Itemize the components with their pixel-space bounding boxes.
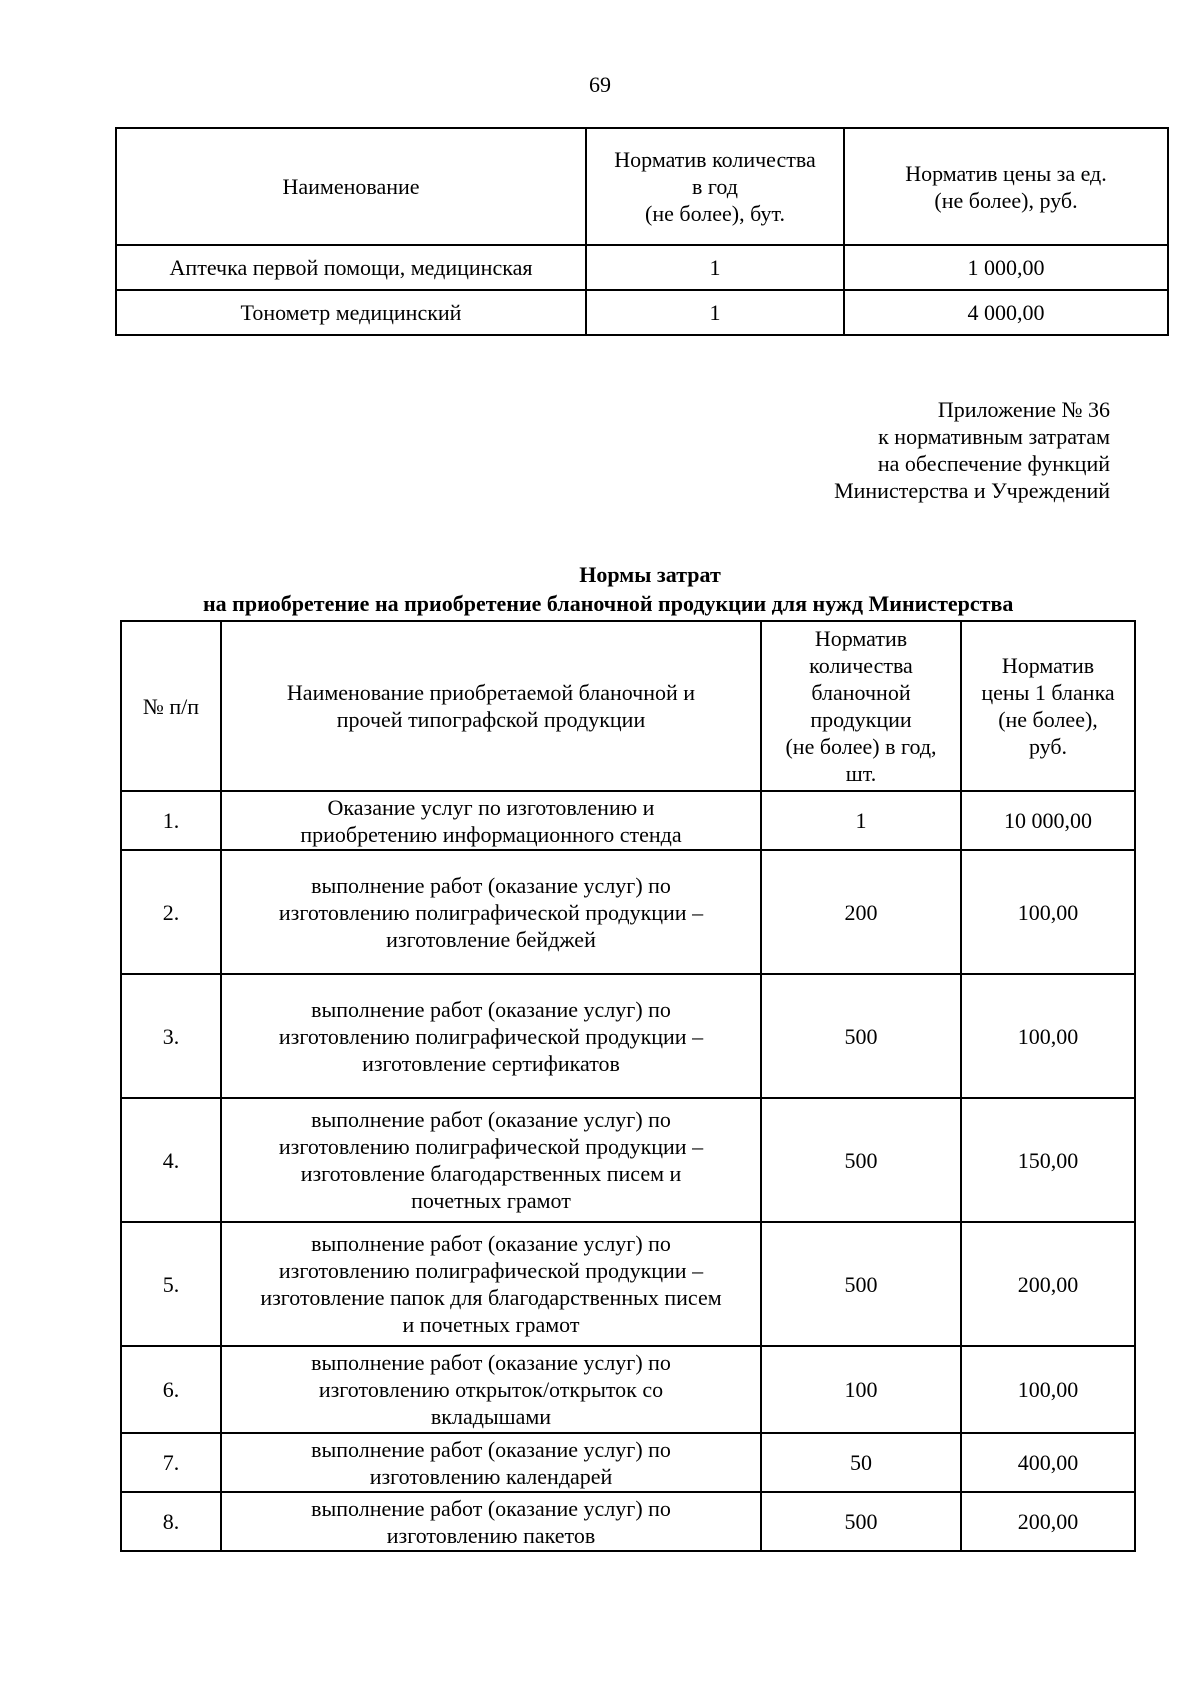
row-quantity: 50 — [761, 1433, 961, 1492]
forms-cost-table — [120, 620, 1136, 1552]
item-price: 4 000,00 — [844, 290, 1168, 335]
table-row — [121, 850, 1135, 974]
table-row — [121, 1346, 1135, 1433]
row-price: 150,00 — [961, 1098, 1135, 1222]
row-price: 400,00 — [961, 1433, 1135, 1492]
table-row — [116, 245, 1168, 290]
row-number: 7. — [121, 1433, 221, 1492]
header-product-name: Наименование приобретаемой бланочной и прочей типографской продукции — [221, 621, 761, 791]
row-quantity: 500 — [761, 1222, 961, 1346]
row-number: 4. — [121, 1098, 221, 1222]
row-price: 200,00 — [961, 1222, 1135, 1346]
table-row — [121, 974, 1135, 1098]
row-number: 5. — [121, 1222, 221, 1346]
item-name: Тонометр медицинский — [116, 290, 586, 335]
item-price: 1 000,00 — [844, 245, 1168, 290]
page-number: 69 — [589, 72, 611, 97]
table-row — [121, 1433, 1135, 1492]
table-header-row — [116, 128, 1168, 245]
item-qty: 1 — [586, 245, 844, 290]
row-price: 200,00 — [961, 1492, 1135, 1551]
header-quantity: Норматив количества бланочной продукции (не более) в год, шт. — [761, 621, 961, 791]
header-price: Норматив цены 1 бланка (не более), руб. — [961, 621, 1135, 791]
header-price: Норматив цены за ед. (не более), руб. — [844, 128, 1168, 245]
table-header-row — [121, 621, 1135, 791]
row-description: выполнение работ (оказание услуг) по изготовлению пакетов — [221, 1492, 761, 1551]
row-number: 2. — [121, 850, 221, 974]
row-description: выполнение работ (оказание услуг) по изготовлению открыток/открыток со вкладышами — [221, 1346, 761, 1433]
row-quantity: 200 — [761, 850, 961, 974]
item-name: Аптечка первой помощи, медицинская — [116, 245, 586, 290]
row-quantity: 1 — [761, 791, 961, 850]
row-description: Оказание услуг по изготовлению и приобретению информационного стенда — [221, 791, 761, 850]
row-price: 100,00 — [961, 850, 1135, 974]
row-description: выполнение работ (оказание услуг) по изготовлению полиграфической продукции – изготовление папок для благодарственных писем и почетных грамот — [221, 1222, 761, 1346]
title-line-2: на приобретение на приобретение бланочной продукции для нужд Министерства — [203, 591, 1014, 616]
row-quantity: 500 — [761, 1098, 961, 1222]
table-row — [121, 1492, 1135, 1551]
appendix-note: Приложение № 36 к нормативным затратам на обеспечение функций Министерства и Учреждений — [834, 397, 1110, 503]
table-row — [121, 1098, 1135, 1222]
row-quantity: 500 — [761, 1492, 961, 1551]
table-row — [121, 1222, 1135, 1346]
row-number: 1. — [121, 791, 221, 850]
row-number: 6. — [121, 1346, 221, 1433]
row-quantity: 500 — [761, 974, 961, 1098]
row-description: выполнение работ (оказание услуг) по изготовлению полиграфической продукции – изготовление бейджей — [221, 850, 761, 974]
row-description: выполнение работ (оказание услуг) по изготовлению календарей — [221, 1433, 761, 1492]
row-price: 100,00 — [961, 1346, 1135, 1433]
table-row — [121, 791, 1135, 850]
table-row — [116, 290, 1168, 335]
header-quantity: Норматив количества в год (не более), бут. — [586, 128, 844, 245]
header-number: № п/п — [121, 621, 221, 791]
row-description: выполнение работ (оказание услуг) по изготовлению полиграфической продукции – изготовление сертификатов — [221, 974, 761, 1098]
header-name: Наименование — [116, 128, 586, 245]
row-number: 3. — [121, 974, 221, 1098]
title-line-1: Нормы затрат — [579, 562, 721, 587]
row-price: 100,00 — [961, 974, 1135, 1098]
row-description: выполнение работ (оказание услуг) по изготовлению полиграфической продукции – изготовление благодарственных писем и почетных грамот — [221, 1098, 761, 1222]
row-price: 10 000,00 — [961, 791, 1135, 850]
row-number: 8. — [121, 1492, 221, 1551]
item-qty: 1 — [586, 290, 844, 335]
row-quantity: 100 — [761, 1346, 961, 1433]
equipment-table — [115, 127, 1169, 336]
